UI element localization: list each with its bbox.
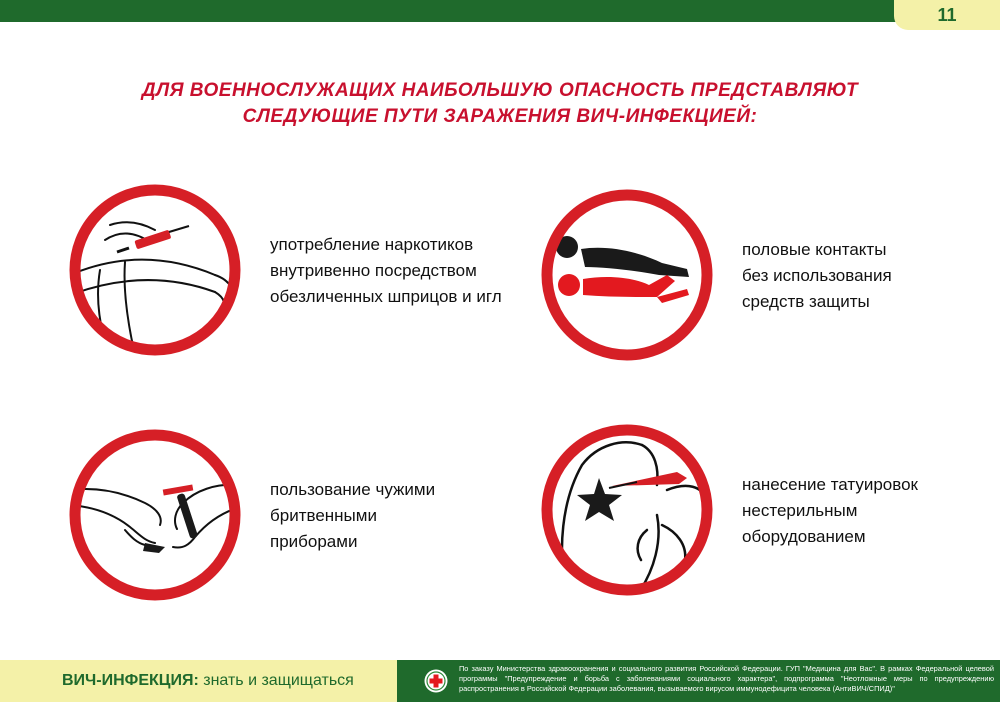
top-bar [0, 0, 1000, 22]
item-line: средств защиты [742, 292, 870, 311]
item-line: нестерильным [742, 501, 858, 520]
item-line: приборами [270, 532, 358, 551]
syringe-injection-icon [65, 180, 245, 360]
footer [0, 660, 1000, 702]
footer-note: По заказу Министерства здравоохранения и социального развития Российской Федерации. ГУП "Медицина для Вас". В рамках Федеральной целевой программы "Предупреждение и борьба с заболеваниями социального характера", подпрограмма "Неотложные меры по предупреждению распространения в Российской Федерации заболевания, вызываемого вирусом иммунодефицита человека (АнтиВИЧ/СПИД)" [459, 664, 994, 693]
footer-note-panel [397, 660, 1000, 702]
transmission-item-razor [65, 425, 525, 605]
razor-sharing-icon [65, 425, 245, 605]
item-line: оборудованием [742, 527, 866, 546]
footer-title [62, 672, 354, 690]
item-line: бритвенными [270, 506, 377, 525]
item-line: пользование чужими [270, 480, 436, 499]
footer-title-bold: ВИЧ-ИНФЕКЦИЯ: [62, 672, 199, 689]
item-line: внутривенно посредством [270, 261, 477, 280]
footer-title-panel [0, 660, 397, 702]
page-number-tab [894, 0, 1000, 30]
tattoo-needle-icon [537, 420, 717, 600]
item-line: нанесение татуировок [742, 475, 918, 494]
page-number: 11 [937, 4, 957, 25]
page-headline [60, 78, 940, 130]
transmission-text [742, 472, 1000, 550]
transmission-text [270, 477, 530, 555]
sexual-contact-icon [537, 185, 717, 365]
item-line: обезличенных шприцов и игл [270, 287, 502, 306]
red-cross-emblem-icon [424, 669, 448, 693]
transmission-item-sexual [537, 185, 997, 365]
transmission-text [742, 237, 1000, 315]
transmission-item-injection [65, 180, 525, 360]
transmission-text [270, 232, 530, 310]
item-line: употребление наркотиков [270, 235, 474, 254]
item-line: без использования [742, 266, 892, 285]
headline-line-1: ДЛЯ ВОЕННОСЛУЖАЩИХ НАИБОЛЬШУЮ ОПАСНОСТЬ ПРЕДСТАВЛЯЮТ [141, 80, 859, 101]
footer-title-rest: знать и защищаться [198, 672, 354, 689]
item-line: половые контакты [742, 240, 887, 259]
transmission-item-tattoo [537, 420, 997, 600]
headline-line-2: СЛЕДУЮЩИЕ ПУТИ ЗАРАЖЕНИЯ ВИЧ-ИНФЕКЦИЕЙ: [242, 106, 758, 127]
